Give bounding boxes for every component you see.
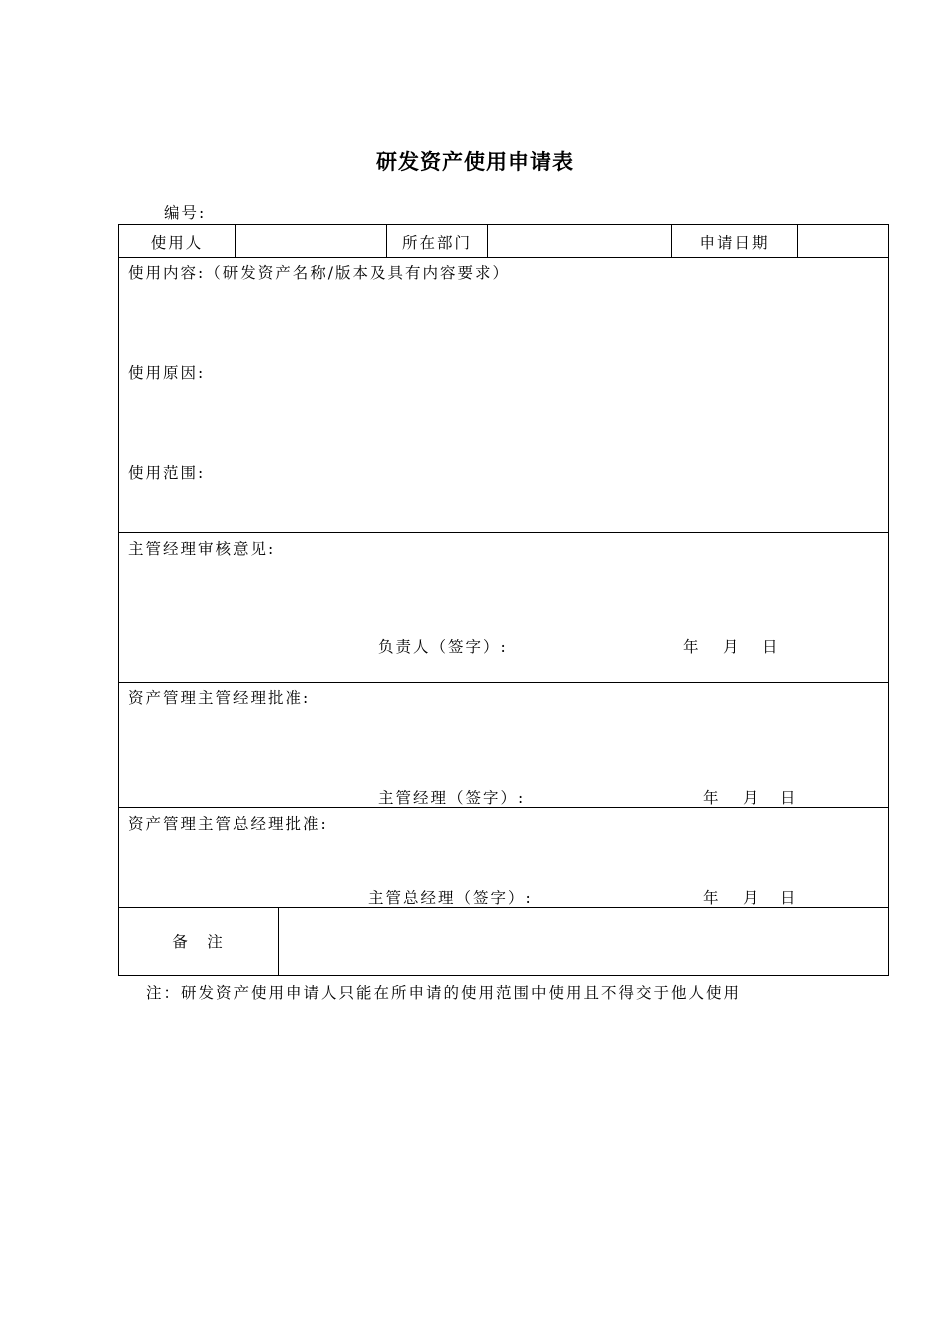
remarks-label: 备 注: [172, 933, 225, 951]
department-label: 所在部门: [401, 234, 472, 252]
asset-gm-month-label: 月: [743, 889, 761, 907]
application-form: [118, 224, 889, 976]
divider: [119, 532, 888, 533]
asset-manager-signature-label: 主管经理（签字）:: [378, 789, 526, 807]
divider: [119, 682, 888, 683]
manager-signature-label: 负责人（签字）:: [378, 638, 508, 656]
manager-review-label: 主管经理审核意见:: [128, 540, 276, 558]
usage-content-label: 使用内容:（研发资产名称/版本及具有内容要求）: [128, 264, 510, 282]
date-field[interactable]: [798, 225, 888, 257]
divider: [119, 257, 888, 258]
usage-scope-label: 使用范围:: [128, 464, 206, 482]
manager-year-label: 年: [683, 638, 701, 656]
asset-gm-signature-label: 主管总经理（签字）:: [368, 889, 533, 907]
user-label: 使用人: [150, 234, 204, 252]
serial-number-label: 编号:: [164, 204, 207, 222]
user-field[interactable]: [236, 225, 386, 257]
asset-gm-year-label: 年: [703, 889, 721, 907]
asset-manager-year-label: 年: [703, 789, 721, 807]
asset-gm-approval-label: 资产管理主管总经理批准:: [128, 815, 328, 833]
remarks-field[interactable]: [279, 908, 888, 975]
asset-manager-month-label: 月: [743, 789, 761, 807]
form-title: 研发资产使用申请表: [376, 150, 574, 174]
asset-manager-approval-label: 资产管理主管经理批准:: [128, 689, 311, 707]
manager-day-label: 日: [762, 638, 780, 656]
department-field[interactable]: [488, 225, 671, 257]
footnote: 注：研发资产使用申请人只能在所申请的使用范围中使用且不得交于他人使用: [146, 984, 742, 1002]
divider: [119, 807, 888, 808]
usage-reason-label: 使用原因:: [128, 364, 206, 382]
date-label: 申请日期: [699, 234, 770, 252]
asset-manager-day-label: 日: [780, 789, 798, 807]
asset-gm-day-label: 日: [780, 889, 798, 907]
manager-month-label: 月: [723, 638, 741, 656]
